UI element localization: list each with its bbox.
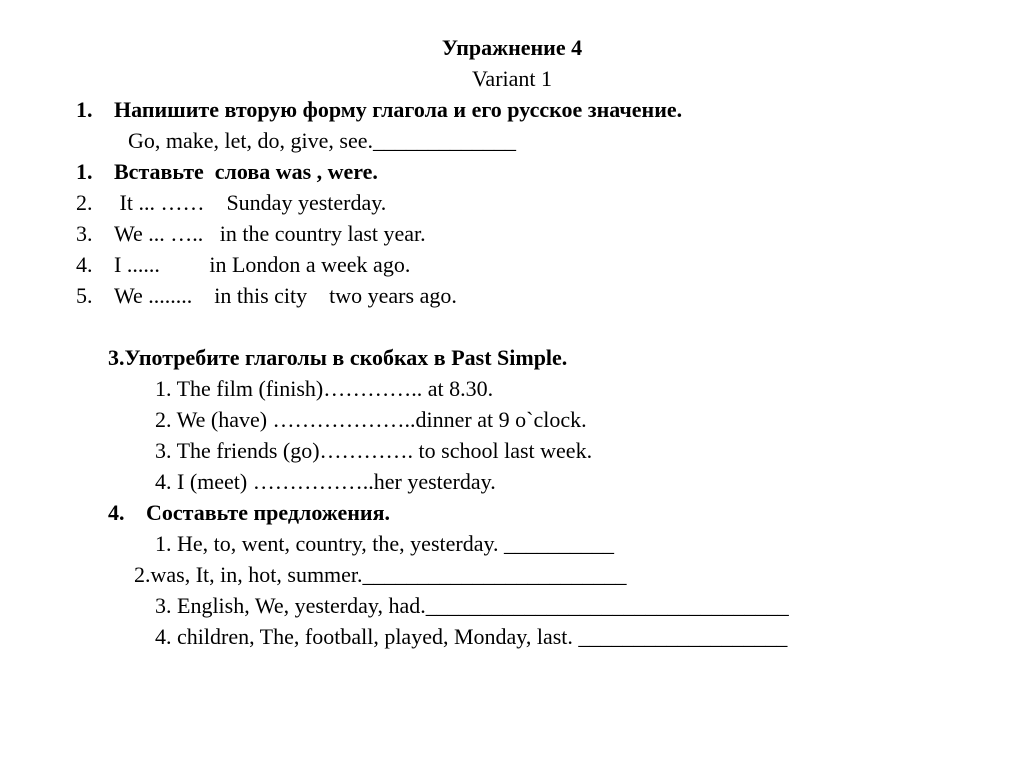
item-number: 4.: [76, 252, 93, 277]
item-text: We ... ….. in the country last year.: [114, 221, 426, 246]
variant-label: Variant 1: [471, 66, 553, 91]
item-number: 2.: [76, 190, 93, 215]
task-4-heading-text: Составьте предложения.: [146, 500, 390, 525]
task-2-heading-text: Вставьте слова was , were.: [114, 159, 378, 184]
task-2-item: [76, 190, 386, 216]
task-4-item: 3. English, We, yesterday, had._________________________________: [155, 593, 789, 618]
task-1-number: 1.: [76, 97, 93, 122]
task-2-item: [76, 252, 410, 278]
task-3-heading: 3.Употребите глаголы в скобках в Past Simple.: [108, 345, 568, 370]
task-4-number: 4.: [108, 500, 125, 525]
item-number: 5.: [76, 283, 93, 308]
exercise-title: Упражнение 4: [441, 35, 583, 60]
task-4-item: 4. children, The, football, played, Monday, last. ___________________: [155, 624, 788, 649]
task-4-item: 1. He, to, went, country, the, yesterday. __________: [155, 531, 615, 556]
task-4-heading: [108, 500, 390, 526]
task-1-heading: [76, 97, 682, 123]
task-2-heading: [76, 159, 378, 185]
task-2-item: [76, 283, 457, 309]
task-1-verb-list: Go, make, let, do, give, see._____________: [128, 128, 516, 153]
item-text: It ... …… Sunday yesterday.: [114, 190, 387, 215]
task-3-item: 4. I (meet) ……………..her yesterday.: [155, 469, 496, 494]
task-3-item: 3. The friends (go)…………. to school last week.: [155, 438, 593, 463]
task-3-item: 1. The film (finish)………….. at 8.30.: [155, 376, 494, 401]
item-text: I ...... in London a week ago.: [114, 252, 411, 277]
task-4-item: 2.was, It, in, hot, summer.________________________: [134, 562, 627, 587]
task-2-number: 1.: [76, 159, 93, 184]
task-2-item: [76, 221, 426, 247]
item-text: We ........ in this city two years ago.: [114, 283, 457, 308]
task-1-heading-text: Напишите вторую форму глагола и его русское значение.: [114, 97, 683, 122]
item-number: 3.: [76, 221, 93, 246]
task-3-item: 2. We (have) ………………..dinner at 9 o`clock.: [155, 407, 587, 432]
